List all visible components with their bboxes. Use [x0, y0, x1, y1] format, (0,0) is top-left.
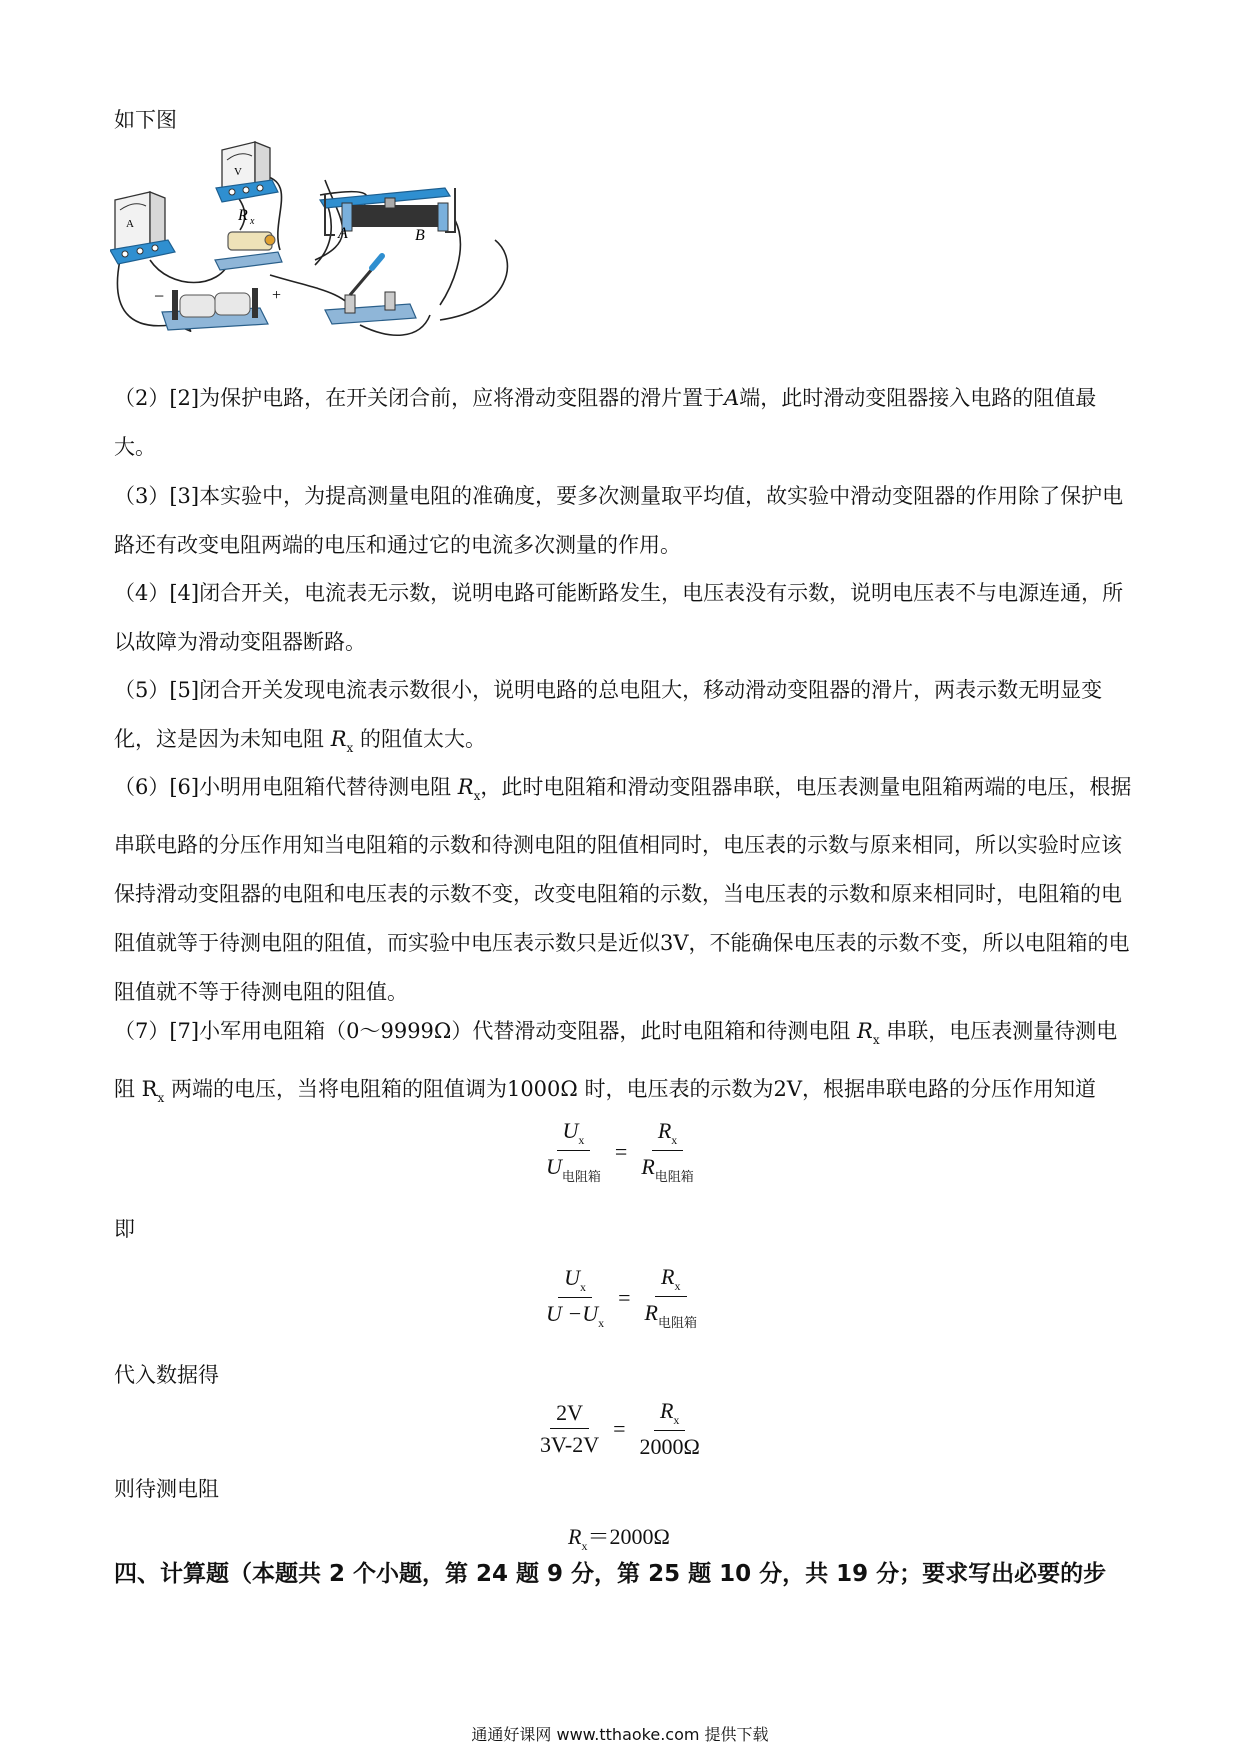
equation-substitution: [534, 1398, 706, 1460]
p5-r: R: [330, 727, 347, 751]
eq2-equals: =: [618, 1284, 631, 1310]
ze-text: 则待测电阻: [114, 1477, 219, 1501]
eq2-rbox-sub: 电阻箱: [658, 1316, 698, 1331]
eq3-num: 2V: [550, 1400, 589, 1429]
p6-r: R: [457, 775, 474, 799]
battery-plus: +: [272, 287, 282, 304]
result-sub: x: [581, 1539, 588, 1553]
page-footer: 通通好课网 www.tthaoke.com 提供下载: [471, 1725, 769, 1744]
switch-icon: [325, 256, 416, 324]
eq2-den-sub: x: [598, 1315, 605, 1330]
eq2-r: R: [661, 1264, 675, 1289]
eq3-rden: 2000Ω: [639, 1434, 700, 1459]
answer-part-7: [114, 1007, 1134, 1123]
eq3-den: 3V-2V: [540, 1432, 600, 1457]
intro-text: 如下图: [114, 108, 177, 132]
rheostat-end-a: A: [338, 225, 348, 242]
p6-text-a: （6）[6]小明用电阻箱代替待测电阻: [114, 775, 458, 799]
eq2-u: U: [564, 1264, 580, 1290]
daikai-text: 代入数据得: [114, 1363, 219, 1387]
eq2-rx: x: [674, 1279, 681, 1293]
resistor-icon: [215, 232, 282, 270]
p7-text-c: 串联，电压表测量待测电阻 R: [114, 1019, 1118, 1101]
answer-part-2: [114, 374, 1134, 472]
p2-text-c: 端，此时滑动变阻器接入电路的阻值最大。: [114, 386, 1097, 459]
eq1-rbox-sub: 电阻箱: [654, 1170, 694, 1185]
equation-ratio-2: [540, 1264, 703, 1331]
p5-sub: x: [346, 741, 354, 755]
ji-text: 即: [114, 1217, 135, 1241]
p6-text-c: ，此时电阻箱和滑动变阻器串联，电压表测量电阻箱两端的电压，根据串联电路的分压作用知当电阻箱的示数和待测电阻的阻值相同时，电压表的示数与原来相同，所以实验时应该保持滑动变阻器的电阻和电压表的示数不变，改变电阻箱的示数，当电压表的示数和原来相同时，电阻箱的电阻值就等于待测电阻的阻值，而实验中电压表示数只是近似3V，不能确保电压表的示数不变，所以电阻箱的电阻值就不等于待测电阻的阻值。: [114, 775, 1132, 1004]
result-rest: ＝2000Ω: [587, 1524, 670, 1549]
resistor-label: R: [238, 207, 248, 224]
circuit-figure: [110, 140, 520, 370]
eq1-rbox: R: [641, 1154, 655, 1179]
p2-point-a: A: [724, 386, 740, 410]
p7-sub-2: x: [157, 1091, 165, 1105]
battery-minus: −: [154, 286, 165, 306]
p5-text-a: （5）[5]闭合开关发现电流表示数很小，说明电路的总电阻大，移动滑动变阻器的滑片，两表示数无明显变化，这是因为未知电阻: [114, 678, 1103, 751]
eq3-rx: x: [673, 1413, 680, 1427]
battery-icon: [162, 288, 268, 330]
result-r: R: [568, 1524, 582, 1549]
eq2-ux: x: [580, 1279, 586, 1294]
eq2-den: U −U: [546, 1300, 599, 1326]
eq1-ubox: U: [546, 1154, 562, 1179]
equation-ratio-1: [540, 1118, 700, 1185]
p2-text-a: （2）[2]为保护电路，在开关闭合前，应将滑动变阻器的滑片置于: [114, 386, 725, 410]
answer-part-6: [114, 763, 1134, 1017]
p7-text-d: 两端的电压，当将电阻箱的阻值调为1000Ω 时，电压表的示数为2V，根据串联电路的分压作用知道: [164, 1077, 1097, 1101]
answer-part-3: （3）[3]本实验中，为提高测量电阻的准确度，要多次测量取平均值，故实验中滑动变阻器的作用除了保护电路还有改变电阻两端的电压和通过它的电流多次测量的作用。: [114, 484, 1124, 557]
resistor-sub: x: [250, 216, 255, 227]
eq1-equals: =: [614, 1138, 628, 1164]
eq3-equals: =: [613, 1416, 626, 1441]
voltmeter-icon: [216, 142, 278, 202]
result-equation: [568, 1520, 670, 1554]
ammeter-symbol: A: [126, 218, 134, 230]
voltmeter-symbol: V: [234, 166, 242, 178]
ammeter-icon: [110, 192, 175, 264]
eq1-ubox-sub: 电阻箱: [561, 1170, 601, 1185]
rheostat-end-b: B: [415, 227, 425, 244]
eq1-u: U: [562, 1118, 579, 1143]
answer-part-4: （4）[4]闭合开关，电流表无示数，说明电路可能断路发生，电压表没有示数，说明电压表不与电源连通，所以故障为滑动变阻器断路。: [114, 581, 1124, 654]
p7-text-a: （7）[7]小军用电阻箱（0～9999Ω）代替滑动变阻器，此时电阻箱和待测电阻: [114, 1019, 857, 1043]
p5-text-c: 的阻值太大。: [353, 727, 486, 751]
eq1-rx: x: [671, 1133, 678, 1147]
p7-sub: x: [872, 1033, 880, 1047]
eq2-rbox: R: [644, 1300, 658, 1325]
p7-r: R: [857, 1019, 873, 1043]
eq1-r: R: [657, 1118, 672, 1143]
eq1-ux: x: [578, 1133, 585, 1147]
eq3-r: R: [659, 1398, 674, 1423]
p6-sub: x: [473, 789, 481, 803]
answer-part-5: [114, 666, 1134, 773]
section-heading: 四、计算题（本题共 2 个小题，第 24 题 9 分，第 25 题 10 分，共 19 分；要求写出必要的步: [114, 1561, 1107, 1587]
